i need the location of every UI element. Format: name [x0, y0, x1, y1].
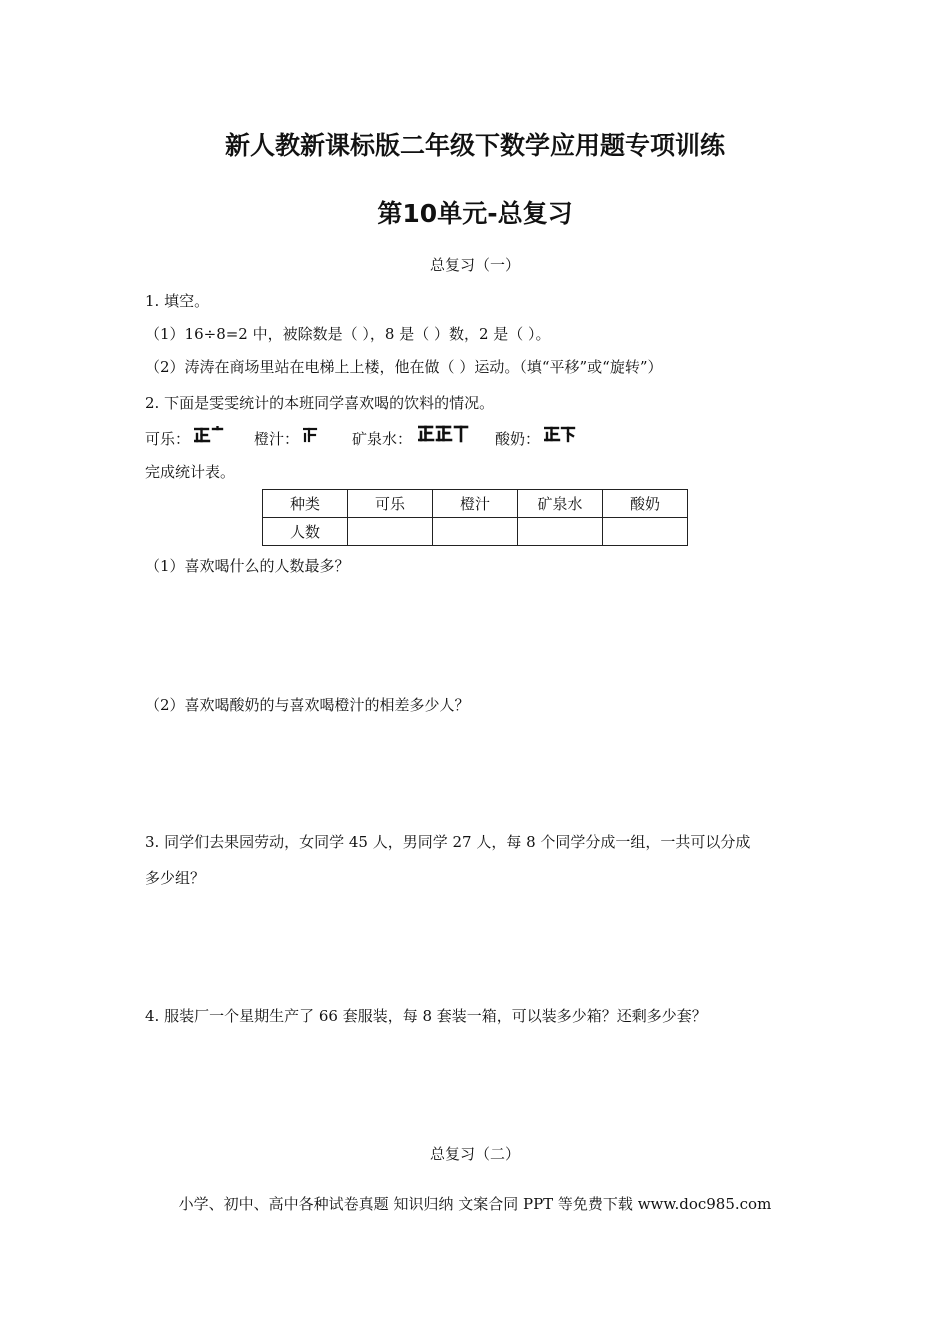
question-2-sub-1: （1）喜欢喝什么的人数最多？	[145, 557, 350, 575]
question-2-instruction: 完成统计表。	[145, 463, 236, 481]
tally-label-yogurt: 酸奶：	[495, 430, 541, 448]
tally-mark-cola	[194, 426, 234, 444]
page-footer: 小学、初中、高中各种试卷真题 知识归纳 文案合同 PPT 等免费下载 www.doc985.com	[178, 1195, 772, 1213]
statistics-table	[262, 489, 688, 546]
section-heading-1: 总复习（一）	[429, 256, 520, 274]
table-header-cell: 橙汁	[433, 490, 518, 518]
document-subtitle: 第10单元-总复习	[377, 199, 573, 228]
question-3-line-2: 多少组？	[145, 869, 206, 887]
table-row	[263, 518, 688, 546]
table-answer-cell[interactable]	[518, 518, 603, 546]
question-2-stem: 2. 下面是雯雯统计的本班同学喜欢喝的饮料的情况。	[145, 394, 495, 412]
section-heading-2: 总复习（二）	[429, 1145, 520, 1163]
tally-mark-juice	[303, 426, 323, 444]
table-answer-cell[interactable]	[348, 518, 433, 546]
document-title: 新人教新课标版二年级下数学应用题专项训练	[224, 131, 725, 160]
table-header-cell: 种类	[263, 490, 348, 518]
table-row-label: 人数	[263, 518, 348, 546]
table-answer-cell[interactable]	[603, 518, 688, 546]
question-3-line-1: 3. 同学们去果园劳动，女同学 45 人，男同学 27 人，每 8 个同学分成一组，一共可以分成	[145, 833, 751, 851]
table-header-cell: 可乐	[348, 490, 433, 518]
question-2-sub-2: （2）喜欢喝酸奶的与喜欢喝橙汁的相差多少人？	[145, 696, 470, 714]
tally-mark-water	[418, 424, 470, 444]
table-answer-cell[interactable]	[433, 518, 518, 546]
table-header-cell: 酸奶	[603, 490, 688, 518]
tally-label-cola: 可乐：	[145, 430, 191, 448]
table-header-row	[263, 490, 688, 518]
tally-label-water: 矿泉水：	[352, 430, 413, 448]
question-1-sub-2: （2）涛涛在商场里站在电梯上上楼，他在做（ ）运动。（填“平移”或“旋转”）	[145, 358, 663, 376]
question-1-stem: 1. 填空。	[145, 292, 210, 310]
tally-mark-yogurt	[544, 425, 580, 444]
question-1-sub-1: （1）16÷8=2 中，被除数是（ ），8 是（ ）数，2 是（ ）。	[145, 325, 551, 343]
question-4-line-1: 4. 服装厂一个星期生产了 66 套服装，每 8 套装一箱，可以装多少箱？还剩多少套？	[145, 1007, 707, 1025]
tally-label-juice: 橙汁：	[254, 430, 300, 448]
table-header-cell: 矿泉水	[518, 490, 603, 518]
